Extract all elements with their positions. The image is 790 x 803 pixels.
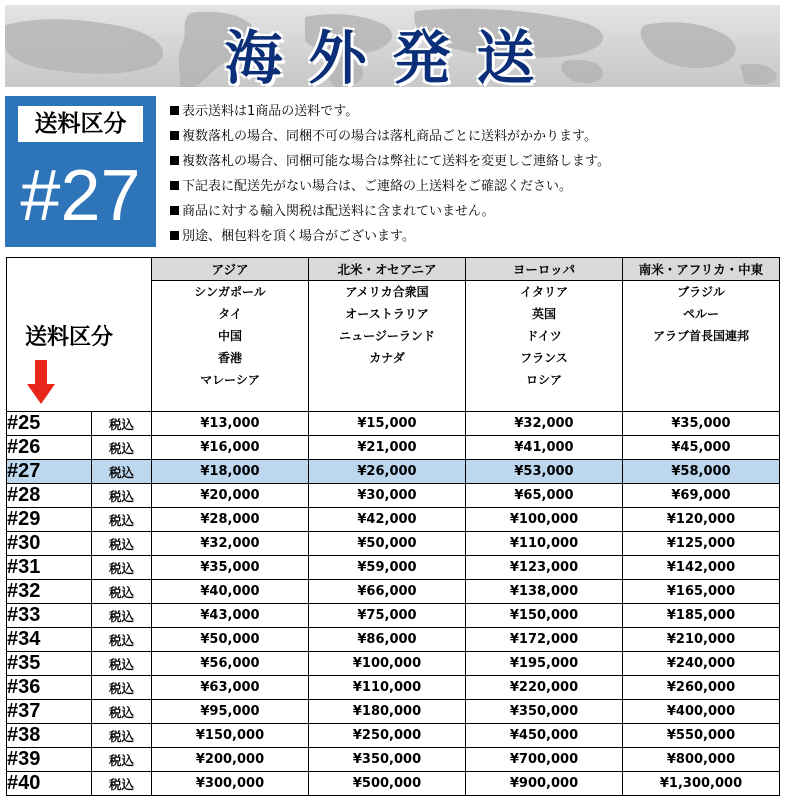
tax-label: 税込 xyxy=(92,748,152,772)
price-cell: ¥800,000 xyxy=(623,748,780,772)
price-cell: ¥350,000 xyxy=(466,700,623,724)
price-cell: ¥300,000 xyxy=(152,772,309,796)
price-cell: ¥15,000 xyxy=(309,412,466,436)
price-cell: ¥185,000 xyxy=(623,604,780,628)
price-cell: ¥100,000 xyxy=(466,508,623,532)
category-code: #32 xyxy=(7,580,92,604)
price-cell: ¥700,000 xyxy=(466,748,623,772)
tax-label: 税込 xyxy=(92,556,152,580)
price-cell: ¥900,000 xyxy=(466,772,623,796)
country-name: アラブ首長国連邦 xyxy=(652,329,749,343)
price-cell: ¥35,000 xyxy=(623,412,780,436)
note-item: 複数落札の場合、同梱不可の場合は落札商品ごとに送料がかかります。 xyxy=(170,124,610,149)
tax-label: 税込 xyxy=(92,652,152,676)
price-cell: ¥32,000 xyxy=(152,532,309,556)
country-name: 中国 xyxy=(217,329,242,343)
rate-row xyxy=(7,748,780,772)
square-bullet-icon xyxy=(170,106,179,115)
country-name: シンガポール xyxy=(194,285,266,299)
tax-label: 税込 xyxy=(92,412,152,436)
price-cell: ¥59,000 xyxy=(309,556,466,580)
price-cell: ¥138,000 xyxy=(466,580,623,604)
square-bullet-icon xyxy=(170,206,179,215)
badge-number: #27 xyxy=(20,156,141,236)
shipping-category-badge xyxy=(5,96,156,247)
category-code: #28 xyxy=(7,484,92,508)
notes-list xyxy=(170,99,610,249)
price-cell: ¥125,000 xyxy=(623,532,780,556)
price-cell: ¥28,000 xyxy=(152,508,309,532)
rate-row xyxy=(7,460,780,484)
price-cell: ¥41,000 xyxy=(466,436,623,460)
category-code: #29 xyxy=(7,508,92,532)
rate-row xyxy=(7,556,780,580)
price-cell: ¥120,000 xyxy=(623,508,780,532)
price-cell: ¥20,000 xyxy=(152,484,309,508)
price-cell: ¥550,000 xyxy=(623,724,780,748)
rate-row xyxy=(7,580,780,604)
tax-label: 税込 xyxy=(92,508,152,532)
note-item: 複数落札の場合、同梱可能な場合は弊社にて送料を変更しご連絡します。 xyxy=(170,149,610,174)
category-code: #26 xyxy=(7,436,92,460)
price-cell: ¥195,000 xyxy=(466,652,623,676)
price-cell: ¥172,000 xyxy=(466,628,623,652)
note-item: 別途、梱包料を頂く場合がございます。 xyxy=(170,224,610,249)
rate-row xyxy=(7,484,780,508)
shipping-rates-table xyxy=(6,257,780,796)
category-code: #33 xyxy=(7,604,92,628)
rate-row xyxy=(7,508,780,532)
price-cell: ¥200,000 xyxy=(152,748,309,772)
country-name: 香港 xyxy=(217,351,242,365)
price-cell: ¥69,000 xyxy=(623,484,780,508)
country-name: タイ xyxy=(218,307,242,321)
country-name: オーストラリア xyxy=(345,307,429,321)
category-code: #39 xyxy=(7,748,92,772)
category-code: #38 xyxy=(7,724,92,748)
country-name: アメリカ合衆国 xyxy=(345,285,429,299)
square-bullet-icon xyxy=(170,231,179,240)
price-cell: ¥75,000 xyxy=(309,604,466,628)
price-cell: ¥110,000 xyxy=(309,676,466,700)
price-cell: ¥66,000 xyxy=(309,580,466,604)
country-name: カナダ xyxy=(369,351,405,365)
square-bullet-icon xyxy=(170,156,179,165)
region-header: アジア xyxy=(152,258,309,281)
region-header: ヨーロッパ xyxy=(466,258,623,281)
rate-row xyxy=(7,676,780,700)
square-bullet-icon xyxy=(170,181,179,190)
country-name: ブラジル xyxy=(677,285,725,299)
price-cell: ¥58,000 xyxy=(623,460,780,484)
price-cell: ¥50,000 xyxy=(152,628,309,652)
price-cell: ¥150,000 xyxy=(152,724,309,748)
price-cell: ¥43,000 xyxy=(152,604,309,628)
country-name: ペルー xyxy=(682,307,719,321)
country-name: ロシア xyxy=(525,373,562,387)
rate-row xyxy=(7,604,780,628)
rate-row xyxy=(7,532,780,556)
tax-label: 税込 xyxy=(92,436,152,460)
price-cell: ¥100,000 xyxy=(309,652,466,676)
price-cell: ¥123,000 xyxy=(466,556,623,580)
badge-label: 送料区分 xyxy=(18,106,143,142)
category-code: #30 xyxy=(7,532,92,556)
tax-label: 税込 xyxy=(92,676,152,700)
rate-row xyxy=(7,412,780,436)
price-cell: ¥32,000 xyxy=(466,412,623,436)
category-code: #35 xyxy=(7,652,92,676)
category-code: #36 xyxy=(7,676,92,700)
price-cell: ¥30,000 xyxy=(309,484,466,508)
header-banner xyxy=(5,5,780,87)
price-cell: ¥210,000 xyxy=(623,628,780,652)
price-cell: ¥56,000 xyxy=(152,652,309,676)
price-cell: ¥142,000 xyxy=(623,556,780,580)
price-cell: ¥65,000 xyxy=(466,484,623,508)
country-name: 英国 xyxy=(531,307,556,321)
region-header: 南米・アフリカ・中東 xyxy=(623,258,780,281)
country-name: マレーシア xyxy=(200,373,260,387)
price-cell: ¥500,000 xyxy=(309,772,466,796)
price-cell: ¥260,000 xyxy=(623,676,780,700)
tax-label: 税込 xyxy=(92,484,152,508)
country-name: ドイツ xyxy=(526,329,562,343)
tax-label: 税込 xyxy=(92,604,152,628)
price-cell: ¥16,000 xyxy=(152,436,309,460)
price-cell: ¥18,000 xyxy=(152,460,309,484)
price-cell: ¥40,000 xyxy=(152,580,309,604)
price-cell: ¥63,000 xyxy=(152,676,309,700)
price-cell: ¥150,000 xyxy=(466,604,623,628)
country-list xyxy=(623,281,780,412)
category-code: #40 xyxy=(7,772,92,796)
price-cell: ¥26,000 xyxy=(309,460,466,484)
region-header: 北米・オセアニア xyxy=(309,258,466,281)
country-name: フランス xyxy=(520,351,568,365)
price-cell: ¥95,000 xyxy=(152,700,309,724)
rate-row xyxy=(7,628,780,652)
country-name: ニュージーランド xyxy=(339,329,435,343)
price-cell: ¥180,000 xyxy=(309,700,466,724)
category-code: #25 xyxy=(7,412,92,436)
price-cell: ¥13,000 xyxy=(152,412,309,436)
price-cell: ¥220,000 xyxy=(466,676,623,700)
tax-label: 税込 xyxy=(92,772,152,796)
note-item: 表示送料は1商品の送料です。 xyxy=(170,99,610,124)
price-cell: ¥50,000 xyxy=(309,532,466,556)
category-code: #34 xyxy=(7,628,92,652)
table-corner xyxy=(7,258,152,412)
tax-label: 税込 xyxy=(92,580,152,604)
price-cell: ¥86,000 xyxy=(309,628,466,652)
price-cell: ¥45,000 xyxy=(623,436,780,460)
tax-label: 税込 xyxy=(92,724,152,748)
rate-row xyxy=(7,700,780,724)
square-bullet-icon xyxy=(170,131,179,140)
rate-row xyxy=(7,724,780,748)
country-name: イタリア xyxy=(519,285,568,299)
note-item: 下記表に配送先がない場合は、ご連絡の上送料をご確認ください。 xyxy=(170,174,610,199)
price-cell: ¥400,000 xyxy=(623,700,780,724)
price-cell: ¥110,000 xyxy=(466,532,623,556)
tax-label: 税込 xyxy=(92,700,152,724)
country-list xyxy=(466,281,623,412)
rate-row xyxy=(7,436,780,460)
country-list xyxy=(309,281,466,412)
price-cell: ¥35,000 xyxy=(152,556,309,580)
rate-row xyxy=(7,772,780,796)
tax-label: 税込 xyxy=(92,532,152,556)
price-cell: ¥250,000 xyxy=(309,724,466,748)
price-cell: ¥350,000 xyxy=(309,748,466,772)
banner-title: 海外発送 xyxy=(224,24,561,87)
price-cell: ¥165,000 xyxy=(623,580,780,604)
country-list xyxy=(152,281,309,412)
category-code: #31 xyxy=(7,556,92,580)
tax-label: 税込 xyxy=(92,460,152,484)
price-cell: ¥21,000 xyxy=(309,436,466,460)
price-cell: ¥1,300,000 xyxy=(623,772,780,796)
tax-label: 税込 xyxy=(92,628,152,652)
price-cell: ¥42,000 xyxy=(309,508,466,532)
price-cell: ¥450,000 xyxy=(466,724,623,748)
category-code: #27 xyxy=(7,460,92,484)
corner-label: 送料区分 xyxy=(25,325,114,350)
category-code: #37 xyxy=(7,700,92,724)
price-cell: ¥53,000 xyxy=(466,460,623,484)
note-item: 商品に対する輸入関税は配送料に含まれていません。 xyxy=(170,199,610,224)
down-arrow-icon xyxy=(27,360,55,404)
rate-row xyxy=(7,652,780,676)
price-cell: ¥240,000 xyxy=(623,652,780,676)
